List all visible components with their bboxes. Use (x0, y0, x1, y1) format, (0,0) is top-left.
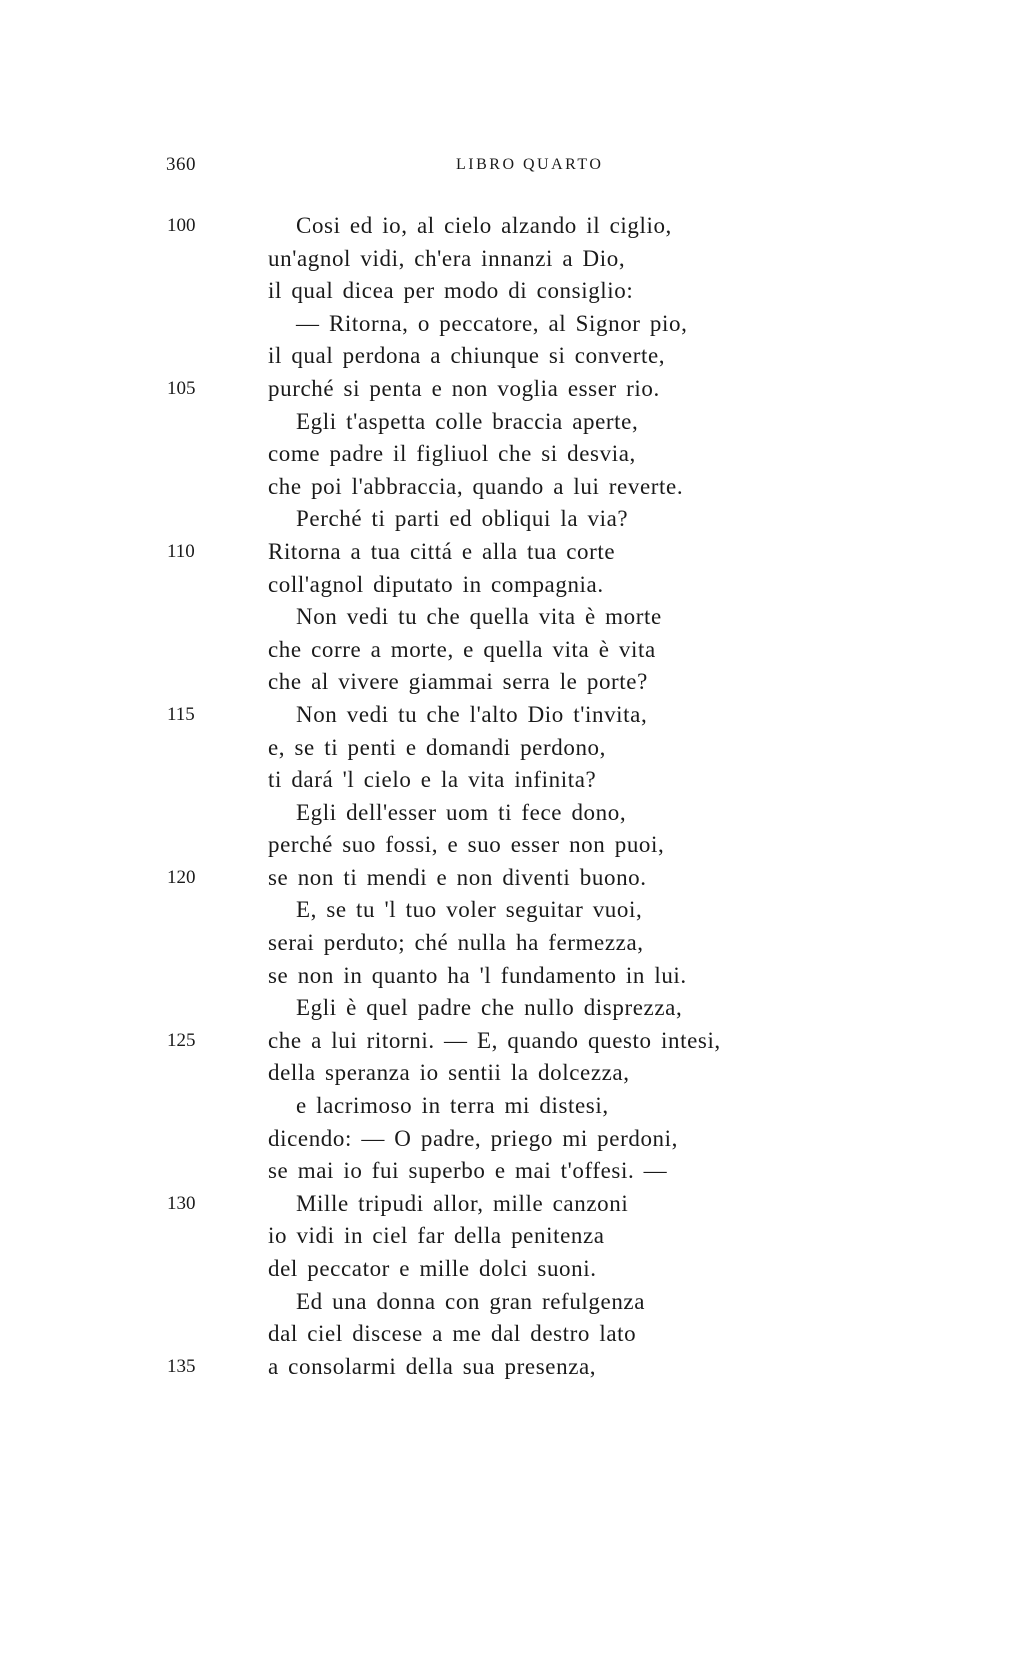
line-number: 120 (167, 866, 196, 888)
verse-line (0, 1090, 1025, 1123)
verse-line (0, 1025, 1025, 1058)
verse-text: della speranza io sentii la dolcezza, (268, 1060, 630, 1086)
verse-text: se non in quanto ha 'l fundamento in lui. (268, 962, 687, 988)
verse-text: Cosi ed io, al cielo alzando il ciglio, (296, 213, 672, 238)
verse-text: che poi l'abbraccia, quando a lui reverte. (268, 473, 684, 499)
verse-text: Non vedi tu che quella vita è morte (296, 604, 662, 630)
verse-text: Ritorna a tua cittá e alla tua corte (268, 538, 616, 564)
verse-line (0, 666, 1025, 699)
verse-text: Mille tripudi allor, mille canzoni (296, 1190, 629, 1216)
verse-text: e, se ti penti e domandi perdono, (268, 734, 607, 760)
verse-text: E, se tu 'l tuo voler seguitar vuoi, (296, 897, 643, 923)
verse-line (0, 243, 1025, 276)
line-number: 125 (167, 1029, 196, 1051)
verse-text: coll'agnol diputato in compagnia. (268, 571, 604, 597)
verse-text: ti dará 'l cielo e la vita infinita? (268, 767, 597, 793)
verse-line (0, 438, 1025, 471)
verse-line (0, 1253, 1025, 1286)
line-number: 115 (167, 703, 195, 725)
verse-line (0, 1057, 1025, 1090)
verse-text: perché suo fossi, e suo esser non puoi, (268, 832, 665, 858)
verse-text: e lacrimoso in terra mi distesi, (296, 1093, 609, 1119)
verse-line (0, 960, 1025, 993)
verse-line (0, 927, 1025, 960)
verse-line (0, 1286, 1025, 1319)
line-number: 105 (167, 377, 196, 399)
verse-text: purché si penta e non voglia esser rio. (268, 375, 660, 401)
verse-line (0, 210, 1025, 243)
verse-line (0, 764, 1025, 797)
line-number: 100 (167, 215, 196, 236)
verse-line (0, 732, 1025, 765)
verse-text: — Ritorna, o peccatore, al Signor pio, (296, 310, 688, 336)
verse-line (0, 894, 1025, 927)
verse-line (0, 308, 1025, 341)
verse-line (0, 699, 1025, 732)
verse-line (0, 503, 1025, 536)
verse-text: Egli è quel padre che nullo disprezza, (296, 995, 683, 1021)
verse-line (0, 536, 1025, 569)
page-number: 360 (166, 154, 196, 175)
verse-text: Perché ti parti ed obliqui la via? (296, 506, 629, 532)
verse-text: che corre a morte, e quella vita è vita (268, 636, 656, 662)
verse-line (0, 1123, 1025, 1156)
verse-text: del peccator e mille dolci suoni. (268, 1256, 597, 1281)
verse-text: se non ti mendi e non diventi buono. (268, 864, 647, 890)
verse-text: a consolarmi della sua presenza, (268, 1353, 597, 1379)
verse-text: io vidi in ciel far della penitenza (268, 1223, 605, 1249)
verse-text: serai perduto; ché nulla ha fermezza, (268, 930, 644, 956)
verse-text: Egli dell'esser uom ti fece dono, (296, 799, 627, 825)
verse-text: Non vedi tu che l'alto Dio t'invita, (296, 701, 648, 727)
verse-text: Ed una donna con gran refulgenza (296, 1288, 646, 1314)
verse-text: come padre il figliuol che si desvia, (268, 441, 636, 467)
verse-line (0, 601, 1025, 634)
verse-text: il qual perdona a chiunque si converte, (268, 343, 666, 369)
verse-text: che al vivere giammai serra le porte? (268, 669, 648, 695)
verse-line (0, 275, 1025, 308)
verse-text: dicendo: — O padre, priego mi perdoni, (268, 1125, 678, 1151)
verse-text: che a lui ritorni. — E, quando questo intesi, (268, 1027, 721, 1053)
verse-line (0, 471, 1025, 504)
verse-text: un'agnol vidi, ch'era innanzi a Dio, (268, 245, 626, 271)
verse-line (0, 1155, 1025, 1188)
verse-line (0, 634, 1025, 667)
verse-text: se mai io fui superbo e mai t'offesi. — (268, 1158, 668, 1184)
verse-line (0, 797, 1025, 830)
verse-line (0, 1188, 1025, 1221)
line-number: 135 (167, 1355, 196, 1377)
verse-line (0, 406, 1025, 439)
verse-text: il qual dicea per modo di consiglio: (268, 278, 634, 304)
line-number: 110 (167, 540, 195, 562)
verse-line (0, 569, 1025, 602)
verse-line (0, 373, 1025, 406)
line-number: 130 (167, 1192, 196, 1214)
verse-text: Egli t'aspetta colle braccia aperte, (296, 408, 639, 434)
verse-line (0, 1318, 1025, 1351)
running-head: LIBRO QUARTO (456, 156, 604, 173)
verse-text: dal ciel discese a me dal destro lato (268, 1321, 637, 1347)
verse-line (0, 340, 1025, 373)
verse-line (0, 992, 1025, 1025)
verse-line (0, 829, 1025, 862)
verse-line (0, 1351, 1025, 1384)
verse-line (0, 862, 1025, 895)
verse-line (0, 1220, 1025, 1253)
poem-body (0, 210, 1025, 1383)
